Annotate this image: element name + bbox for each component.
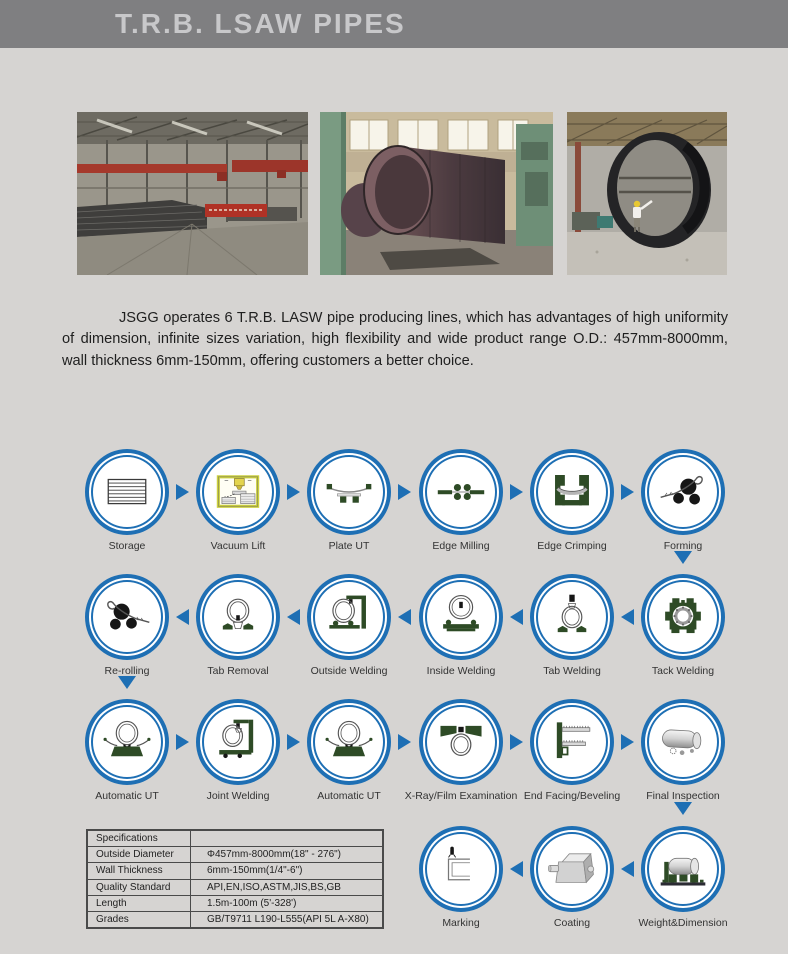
step-label: Tab Welding <box>543 665 601 677</box>
step-circle <box>641 449 725 535</box>
step-circle <box>307 574 391 660</box>
flow-arrow-left-icon <box>510 861 523 877</box>
flow-step-vacuum-lift <box>196 449 280 559</box>
flow-arrow-down-icon <box>674 802 692 815</box>
step-label: Inside Welding <box>426 665 496 677</box>
flow-arrow-right-icon <box>621 484 634 500</box>
spec-value-cell: Φ457mm-8000mm(18" - 276") <box>191 847 384 863</box>
flow-arrow-right-icon <box>621 734 634 750</box>
step-label: End Facing/Beveling <box>523 790 621 802</box>
table-row <box>87 863 383 879</box>
step-circle <box>641 574 725 660</box>
step-circle <box>641 826 725 912</box>
step-circle <box>196 449 280 535</box>
intro-paragraph: JSGG operates 6 T.R.B. LASW pipe producing lines, which has advantages of high uniformity of dimension, infinite sizes variation, high flexibility and wide product range O.D.: 457mm-8000mm, wall thickness 6mm-150mm, offering customers a better choice. <box>62 309 728 369</box>
re-rolling-icon <box>102 592 152 642</box>
flow-step-storage <box>85 449 169 559</box>
spec-label-cell: Grades <box>87 911 191 928</box>
spec-value-cell: 6mm-150mm(1/4"-6") <box>191 863 384 879</box>
step-label: Outside Welding <box>310 665 388 677</box>
step-label: Forming <box>663 540 703 552</box>
step-label: Storage <box>108 540 146 552</box>
step-circle-inner <box>425 455 497 529</box>
pipe-ring-photo-illustration <box>567 112 727 275</box>
weight-dimension-icon <box>658 844 708 894</box>
flow-step-re-rolling <box>85 574 169 684</box>
flow-step-plate-ut <box>307 449 391 559</box>
step-label: Tab Removal <box>207 665 269 677</box>
step-label: Edge Crimping <box>537 540 607 552</box>
plate-ut-icon <box>324 467 374 517</box>
flow-arrow-right-icon <box>510 734 523 750</box>
step-circle <box>419 826 503 912</box>
step-circle-inner <box>202 705 274 779</box>
flow-arrow-down-icon <box>118 676 136 689</box>
vacuum-lift-icon <box>213 467 263 517</box>
table-row <box>87 911 383 928</box>
flow-step-tab-welding <box>530 574 614 684</box>
flow-arrow-right-icon <box>398 734 411 750</box>
step-label: Joint Welding <box>206 790 270 802</box>
flow-arrow-left-icon <box>398 609 411 625</box>
step-circle <box>419 699 503 785</box>
storage-icon <box>102 467 152 517</box>
flow-step-xray-film-examination <box>404 699 518 809</box>
forming-machine-photo-illustration <box>320 112 553 275</box>
step-circle-inner <box>536 455 608 529</box>
flow-step-automatic-ut-1 <box>85 699 169 809</box>
flow-step-tack-welding <box>641 574 725 684</box>
flow-step-edge-crimping <box>530 449 614 559</box>
step-circle <box>85 699 169 785</box>
flow-step-forming <box>641 449 725 559</box>
spec-header-cell: Specifications <box>87 830 191 847</box>
step-label: Re-rolling <box>104 665 150 677</box>
automatic-ut-icon <box>324 717 374 767</box>
tack-welding-icon <box>658 592 708 642</box>
spec-value-cell: 1.5m-100m (5'-328') <box>191 895 384 911</box>
spec-value-cell: API,EN,ISO,ASTM,JIS,BS,GB <box>191 879 384 895</box>
flow-step-automatic-ut-2 <box>307 699 391 809</box>
step-circle-inner <box>202 455 274 529</box>
flow-arrow-left-icon <box>287 609 300 625</box>
step-circle <box>307 449 391 535</box>
flow-arrow-right-icon <box>176 734 189 750</box>
spec-value-cell: GB/T9711 L190-L555(API 5L A-X80) <box>191 911 384 928</box>
step-circle-inner <box>536 580 608 654</box>
step-label: Edge Milling <box>432 540 490 552</box>
marking-icon <box>436 844 486 894</box>
spec-header-value-cell <box>191 830 384 847</box>
step-circle <box>307 699 391 785</box>
flow-step-edge-milling <box>419 449 503 559</box>
joint-welding-icon <box>213 717 263 767</box>
flow-arrow-left-icon <box>510 609 523 625</box>
flow-step-marking <box>419 826 503 936</box>
flow-arrow-left-icon <box>176 609 189 625</box>
table-row <box>87 879 383 895</box>
spec-label-cell: Quality Standard <box>87 879 191 895</box>
flow-arrow-right-icon <box>398 484 411 500</box>
step-circle <box>196 699 280 785</box>
edge-crimping-icon <box>547 467 597 517</box>
flow-step-tab-removal <box>196 574 280 684</box>
step-circle <box>419 449 503 535</box>
specifications-table <box>86 829 384 929</box>
step-circle <box>530 826 614 912</box>
step-label: Automatic UT <box>317 790 381 802</box>
step-circle <box>530 699 614 785</box>
flow-step-coating <box>530 826 614 936</box>
step-circle <box>196 574 280 660</box>
outside-welding-icon <box>324 592 374 642</box>
table-row <box>87 847 383 863</box>
step-circle-inner <box>536 832 608 906</box>
spec-label-cell: Length <box>87 895 191 911</box>
flow-arrow-right-icon <box>176 484 189 500</box>
step-circle-inner <box>313 705 385 779</box>
step-circle <box>85 449 169 535</box>
flow-step-outside-welding <box>307 574 391 684</box>
step-circle-inner <box>425 705 497 779</box>
flow-step-inside-welding <box>419 574 503 684</box>
step-circle-inner <box>425 580 497 654</box>
step-label: X-Ray/Film Examination <box>404 790 518 802</box>
step-label: Final Inspection <box>646 790 720 802</box>
automatic-ut-icon <box>102 717 152 767</box>
step-circle-inner <box>647 580 719 654</box>
flow-arrow-left-icon <box>621 609 634 625</box>
inside-welding-icon <box>436 592 486 642</box>
step-label: Vacuum Lift <box>210 540 266 552</box>
spec-label-cell: Outside Diameter <box>87 847 191 863</box>
flow-arrow-down-icon <box>674 551 692 564</box>
step-circle-inner <box>647 455 719 529</box>
tab-welding-icon <box>547 592 597 642</box>
step-circle-inner <box>647 832 719 906</box>
step-circle-inner <box>91 705 163 779</box>
flow-arrow-right-icon <box>510 484 523 500</box>
warehouse-photo-illustration <box>77 112 308 275</box>
forming-icon <box>658 467 708 517</box>
coating-icon <box>547 844 597 894</box>
header-band <box>0 0 788 48</box>
step-circle-inner <box>647 705 719 779</box>
step-circle-inner <box>91 455 163 529</box>
step-circle <box>530 574 614 660</box>
photo-plate-storage-warehouse <box>77 112 308 275</box>
photo-formed-pipe-ring <box>567 112 727 275</box>
flow-arrow-right-icon <box>287 734 300 750</box>
flow-step-weight-dimension <box>638 826 728 936</box>
end-facing-beveling-icon <box>547 717 597 767</box>
step-circle-inner <box>313 580 385 654</box>
step-label: Weight&Dimension <box>638 917 728 929</box>
step-label: Marking <box>442 917 480 929</box>
step-circle-inner <box>91 580 163 654</box>
flow-arrow-right-icon <box>287 484 300 500</box>
page-title: T.R.B. LSAW PIPES <box>115 8 406 39</box>
step-circle <box>419 574 503 660</box>
step-circle-inner <box>425 832 497 906</box>
step-circle <box>641 699 725 785</box>
spec-label-cell: Wall Thickness <box>87 863 191 879</box>
table-row <box>87 895 383 911</box>
step-label: Tack Welding <box>651 665 715 677</box>
step-label: Plate UT <box>328 540 370 552</box>
step-circle-inner <box>313 455 385 529</box>
step-circle-inner <box>536 705 608 779</box>
step-label: Coating <box>553 917 591 929</box>
edge-milling-icon <box>436 467 486 517</box>
final-inspection-icon <box>658 717 708 767</box>
xray-film-examination-icon <box>436 717 486 767</box>
table-row <box>87 830 383 847</box>
flow-step-final-inspection <box>641 699 725 809</box>
step-circle <box>85 574 169 660</box>
photo-pipe-forming-machine <box>320 112 553 275</box>
flow-step-end-facing-beveling <box>523 699 621 809</box>
step-circle-inner <box>202 580 274 654</box>
step-label: Automatic UT <box>95 790 159 802</box>
tab-removal-icon <box>213 592 263 642</box>
flow-arrow-left-icon <box>621 861 634 877</box>
step-circle <box>530 449 614 535</box>
flow-step-joint-welding <box>196 699 280 809</box>
